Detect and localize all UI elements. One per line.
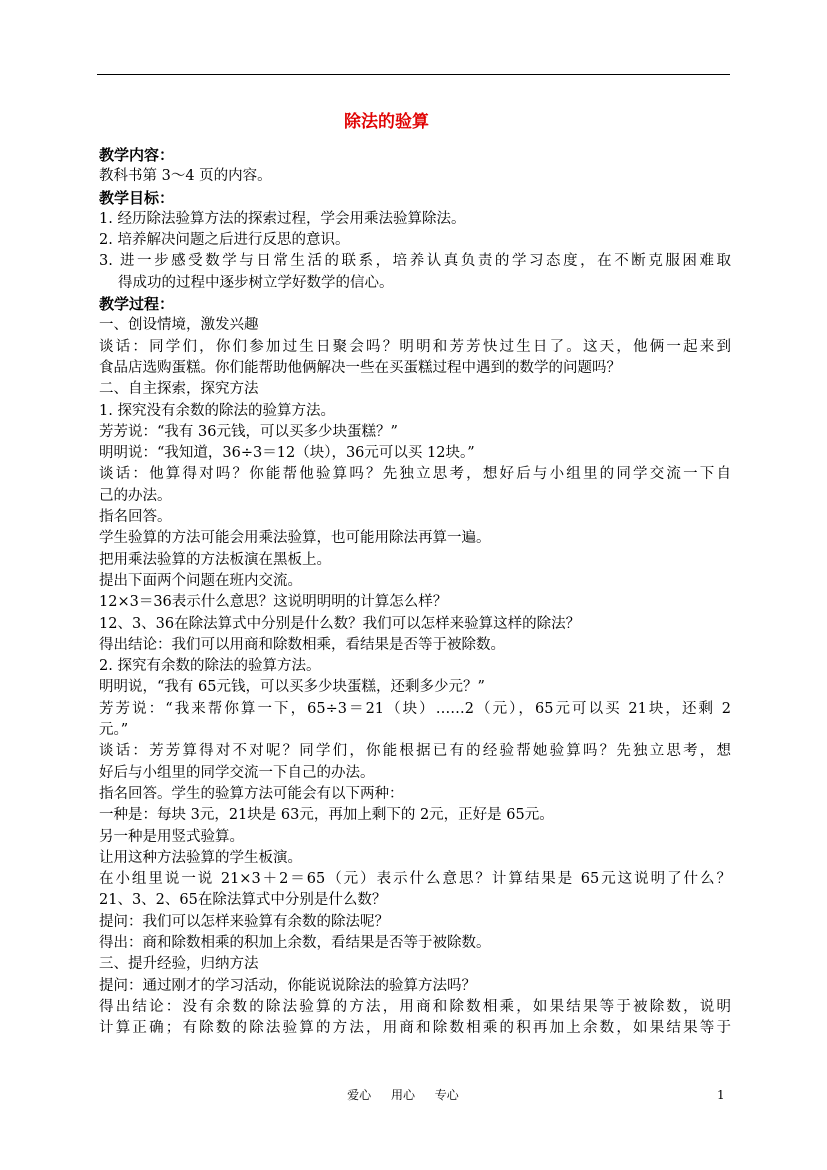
text-line: 12×3＝36表示什么意思？这说明明明的计算怎么样？: [99, 594, 448, 611]
text-line: 得出：商和除数相乘的积加上余数，看结果是否等于被除数。: [99, 934, 491, 951]
text-line: 谈话：他算得对吗？你能帮他验算吗？先独立思考，想好后与小组里的同学交流一下自: [99, 466, 731, 483]
text-line: 12、3、36在除法算式中分别是什么数？我们可以怎样来验算这样的除法？: [99, 615, 581, 632]
text-line: 让用这种方法验算的学生板演。: [99, 849, 302, 866]
section-heading: 教学过程：: [99, 295, 175, 314]
text-line: 二、自主探索，探究方法: [99, 381, 259, 398]
text-line: 三、提升经验，归纳方法: [99, 956, 259, 973]
header-rule: [97, 74, 730, 75]
section-heading: 教学目标：: [99, 188, 175, 207]
text-line: 提问：我们可以怎样来验算有余数的除法呢？: [99, 913, 389, 930]
text-line: 谈话：芳芳算得对不对呢？同学们，你能根据已有的经验帮她验算吗？先独立思考，想: [99, 743, 731, 760]
text-line: 另一种是用竖式验算。: [99, 828, 244, 845]
text-line: 好后与小组里的同学交流一下自己的办法。: [99, 764, 375, 781]
text-line: 计算正确；有除数的除法验算的方法，用商和除数相乘的积再加上余数，如果结果等于: [99, 1020, 731, 1037]
text-line: 1. 经历除法验算方法的探索过程，学会用乘法验算除法。: [99, 210, 466, 227]
text-line: 21、3、2、65在除法算式中分别是什么数？: [99, 892, 387, 909]
text-line: 得出结论：没有余数的除法验算的方法，用商和除数相乘，如果结果等于被除数，说明: [99, 998, 731, 1015]
text-line: 3. 进一步感受数学与日常生活的联系，培养认真负责的学习态度，在不断克服困难取: [99, 253, 731, 270]
text-line: 提出下面两个问题在班内交流。: [99, 572, 302, 589]
document-title: 除法的验算: [344, 112, 429, 132]
text-line: 元。”: [99, 722, 129, 739]
text-line: 一、创设情境，激发兴趣: [99, 317, 259, 334]
text-line: 提问：通过刚才的学习活动，你能说说除法的验算方法吗？: [99, 977, 476, 994]
text-line: 2. 探究有余数的除法的验算方法。: [99, 658, 321, 675]
text-line: 谈话：同学们，你们参加过生日聚会吗？明明和芳芳快过生日了。这天，他俩一起来到: [99, 338, 731, 355]
text-line: 教科书第 3～4 页的内容。: [99, 168, 272, 185]
text-line: 指名回答。: [99, 509, 172, 526]
text-line: 芳芳说：“我有 36元钱，可以买多少块蛋糕？”: [99, 423, 398, 440]
footer-slogan: 爱心 用心 专心: [347, 1088, 459, 1102]
text-line: 学生验算的方法可能会用乘法验算，也可能用除法再算一遍。: [99, 530, 491, 547]
text-line: 明明说：“我知道，36÷3＝12（块），36元可以买 12块。”: [99, 445, 475, 462]
section-heading: 教学内容：: [99, 146, 175, 164]
document-body: [99, 145, 731, 1039]
text-line: 一种是：每块 3元，21块是 63元，再加上剩下的 2元，正好是 65元。: [99, 807, 554, 824]
text-line: 得出结论：我们可以用商和除数相乘，看结果是否等于被除数。: [99, 636, 505, 653]
text-line: 己的办法。: [99, 487, 172, 504]
text-line: 得成功的过程中逐步树立学好数学的信心。: [118, 274, 394, 291]
text-line: 芳芳说：“我来帮你算一下，65÷3＝21（块）……2（元），65元可以买 21块，还剩 2: [99, 700, 731, 717]
text-line: 指名回答。学生的验算方法可能会有以下两种：: [99, 785, 404, 802]
text-line: 食品店选购蛋糕。你们能帮助他俩解决一些在买蛋糕过程中遇到的数学的问题吗？: [99, 359, 621, 376]
text-line: 2. 培养解决问题之后进行反思的意识。: [99, 232, 350, 249]
text-line: 把用乘法验算的方法板演在黑板上。: [99, 551, 331, 568]
page-number: 1: [717, 1088, 725, 1102]
text-line: 在小组里说一说 21×3＋2＝65（元）表示什么意思？计算结果是 65元这说明了什么？: [99, 871, 731, 888]
text-line: 明明说，“我有 65元钱，可以买多少块蛋糕，还剩多少元？”: [99, 679, 485, 696]
text-line: 1. 探究没有余数的除法的验算方法。: [99, 402, 335, 419]
